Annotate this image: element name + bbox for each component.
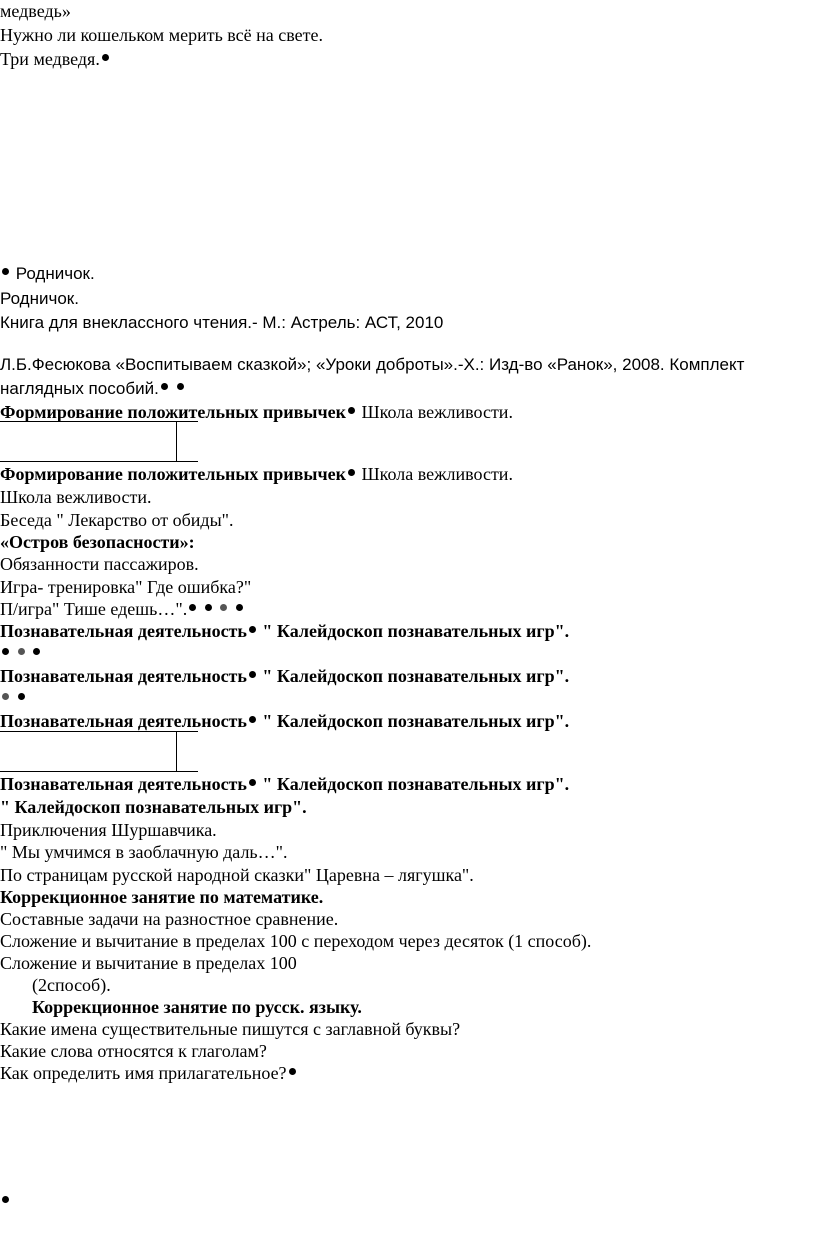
bullet-icon (249, 716, 256, 723)
bullet-icon (348, 469, 355, 476)
bullet-icon (348, 407, 355, 414)
text-line: Обязанности пассажиров. (0, 554, 199, 574)
table-rule (0, 461, 198, 462)
text-line (0, 710, 569, 732)
bullet-row (0, 642, 42, 664)
bullet-row (0, 1190, 11, 1212)
line-text: " Калейдоскоп познавательных игр". (257, 711, 570, 731)
bullet-icon (236, 604, 243, 611)
table-rule (0, 771, 198, 772)
heading-text: Формирование положительных привычек (0, 402, 346, 422)
text-line: Родничок. (0, 289, 79, 308)
bullet-icon (289, 1068, 296, 1075)
text-line (0, 463, 513, 485)
line-text: Три медведя. (0, 49, 100, 69)
bullet-icon (177, 383, 184, 390)
text-line: Беседа " Лекарство от обиды". (0, 510, 234, 530)
text-line (0, 378, 186, 400)
text-line: Книга для внеклассного чтения.- М.: Астрель: АСТ, 2010 (0, 313, 444, 332)
text-line: Приключения Шуршавчика. (0, 820, 217, 840)
bullet-icon (2, 1196, 9, 1203)
bullet-icon (249, 671, 256, 678)
heading-text: Познавательная деятельность (0, 621, 247, 641)
text-line: Сложение и вычитание в пределах 100 (0, 953, 297, 973)
text-line: По страницам русской народной сказки" Царевна – лягушка". (0, 865, 474, 885)
text-line: " Калейдоскоп познавательных игр". (0, 797, 307, 817)
heading-text: Познавательная деятельность (0, 711, 247, 731)
bullet-icon (102, 54, 109, 61)
bullet-icon (18, 693, 25, 700)
text-line (0, 263, 95, 285)
text-line: «Остров безопасности»: (0, 532, 195, 552)
table-divider (176, 731, 177, 771)
bullet-icon (220, 604, 227, 611)
bullet-icon (205, 604, 212, 611)
text-line (0, 620, 569, 642)
text-line: Какие слова относятся к глаголам? (0, 1041, 267, 1061)
heading-text: Познавательная деятельность (0, 666, 247, 686)
text-line (0, 773, 569, 795)
bullet-icon (2, 268, 9, 275)
bullet-icon (33, 648, 40, 655)
line-text: Родничок. (15, 264, 95, 283)
text-line: Коррекционное занятие по русск. языку. (32, 997, 362, 1017)
text-line: Сложение и вычитание в пределах 100 с переходом через десяток (1 способ). (0, 931, 592, 951)
bullet-icon (2, 648, 9, 655)
bullet-icon (249, 626, 256, 633)
table-rule (0, 421, 198, 422)
bullet-icon (189, 604, 196, 611)
text-line: Игра- тренировка" Где ошибка?" (0, 577, 252, 597)
text-line: " Мы умчимся в заоблачную даль…". (0, 842, 288, 862)
bullet-row (0, 687, 27, 709)
text-line (0, 665, 569, 687)
line-text: " Калейдоскоп познавательных игр". (257, 774, 570, 794)
line-text: Школа вежливости. (356, 402, 513, 422)
text-line: медведь» (0, 1, 71, 21)
table-divider (176, 421, 177, 461)
text-line: Какие имена существительные пишутся с заглавной буквы? (0, 1019, 461, 1039)
bullet-icon (18, 648, 25, 655)
text-line: Коррекционное занятие по математике. (0, 887, 324, 907)
bullet-icon (249, 779, 256, 786)
line-text: " Калейдоскоп познавательных игр". (257, 621, 570, 641)
line-text: Как определить имя прилагательное? (0, 1063, 287, 1083)
heading-text: Формирование положительных привычек (0, 464, 346, 484)
text-line (0, 48, 111, 70)
heading-text: Познавательная деятельность (0, 774, 247, 794)
bullet-icon (2, 693, 9, 700)
line-text: наглядных пособий. (0, 379, 159, 398)
text-line: Нужно ли кошельком мерить всё на свете. (0, 25, 324, 45)
table-rule (0, 731, 198, 732)
text-line: Л.Б.Фесюкова «Воспитываем сказкой»; «Уроки доброты».-Х.: Изд-во «Ранок», 2008. Комплект (0, 355, 745, 374)
text-line: Составные задачи на разностное сравнение. (0, 909, 339, 929)
text-line (0, 401, 513, 423)
bullet-icon (161, 383, 168, 390)
line-text: Школа вежливости. (356, 464, 513, 484)
text-line: (2способ). (32, 975, 111, 995)
text-line (0, 598, 245, 620)
line-text: " Калейдоскоп познавательных игр". (257, 666, 570, 686)
text-line (0, 1062, 298, 1084)
line-text: П/игра" Тише едешь…". (0, 599, 188, 619)
text-line: Школа вежливости. (0, 487, 152, 507)
